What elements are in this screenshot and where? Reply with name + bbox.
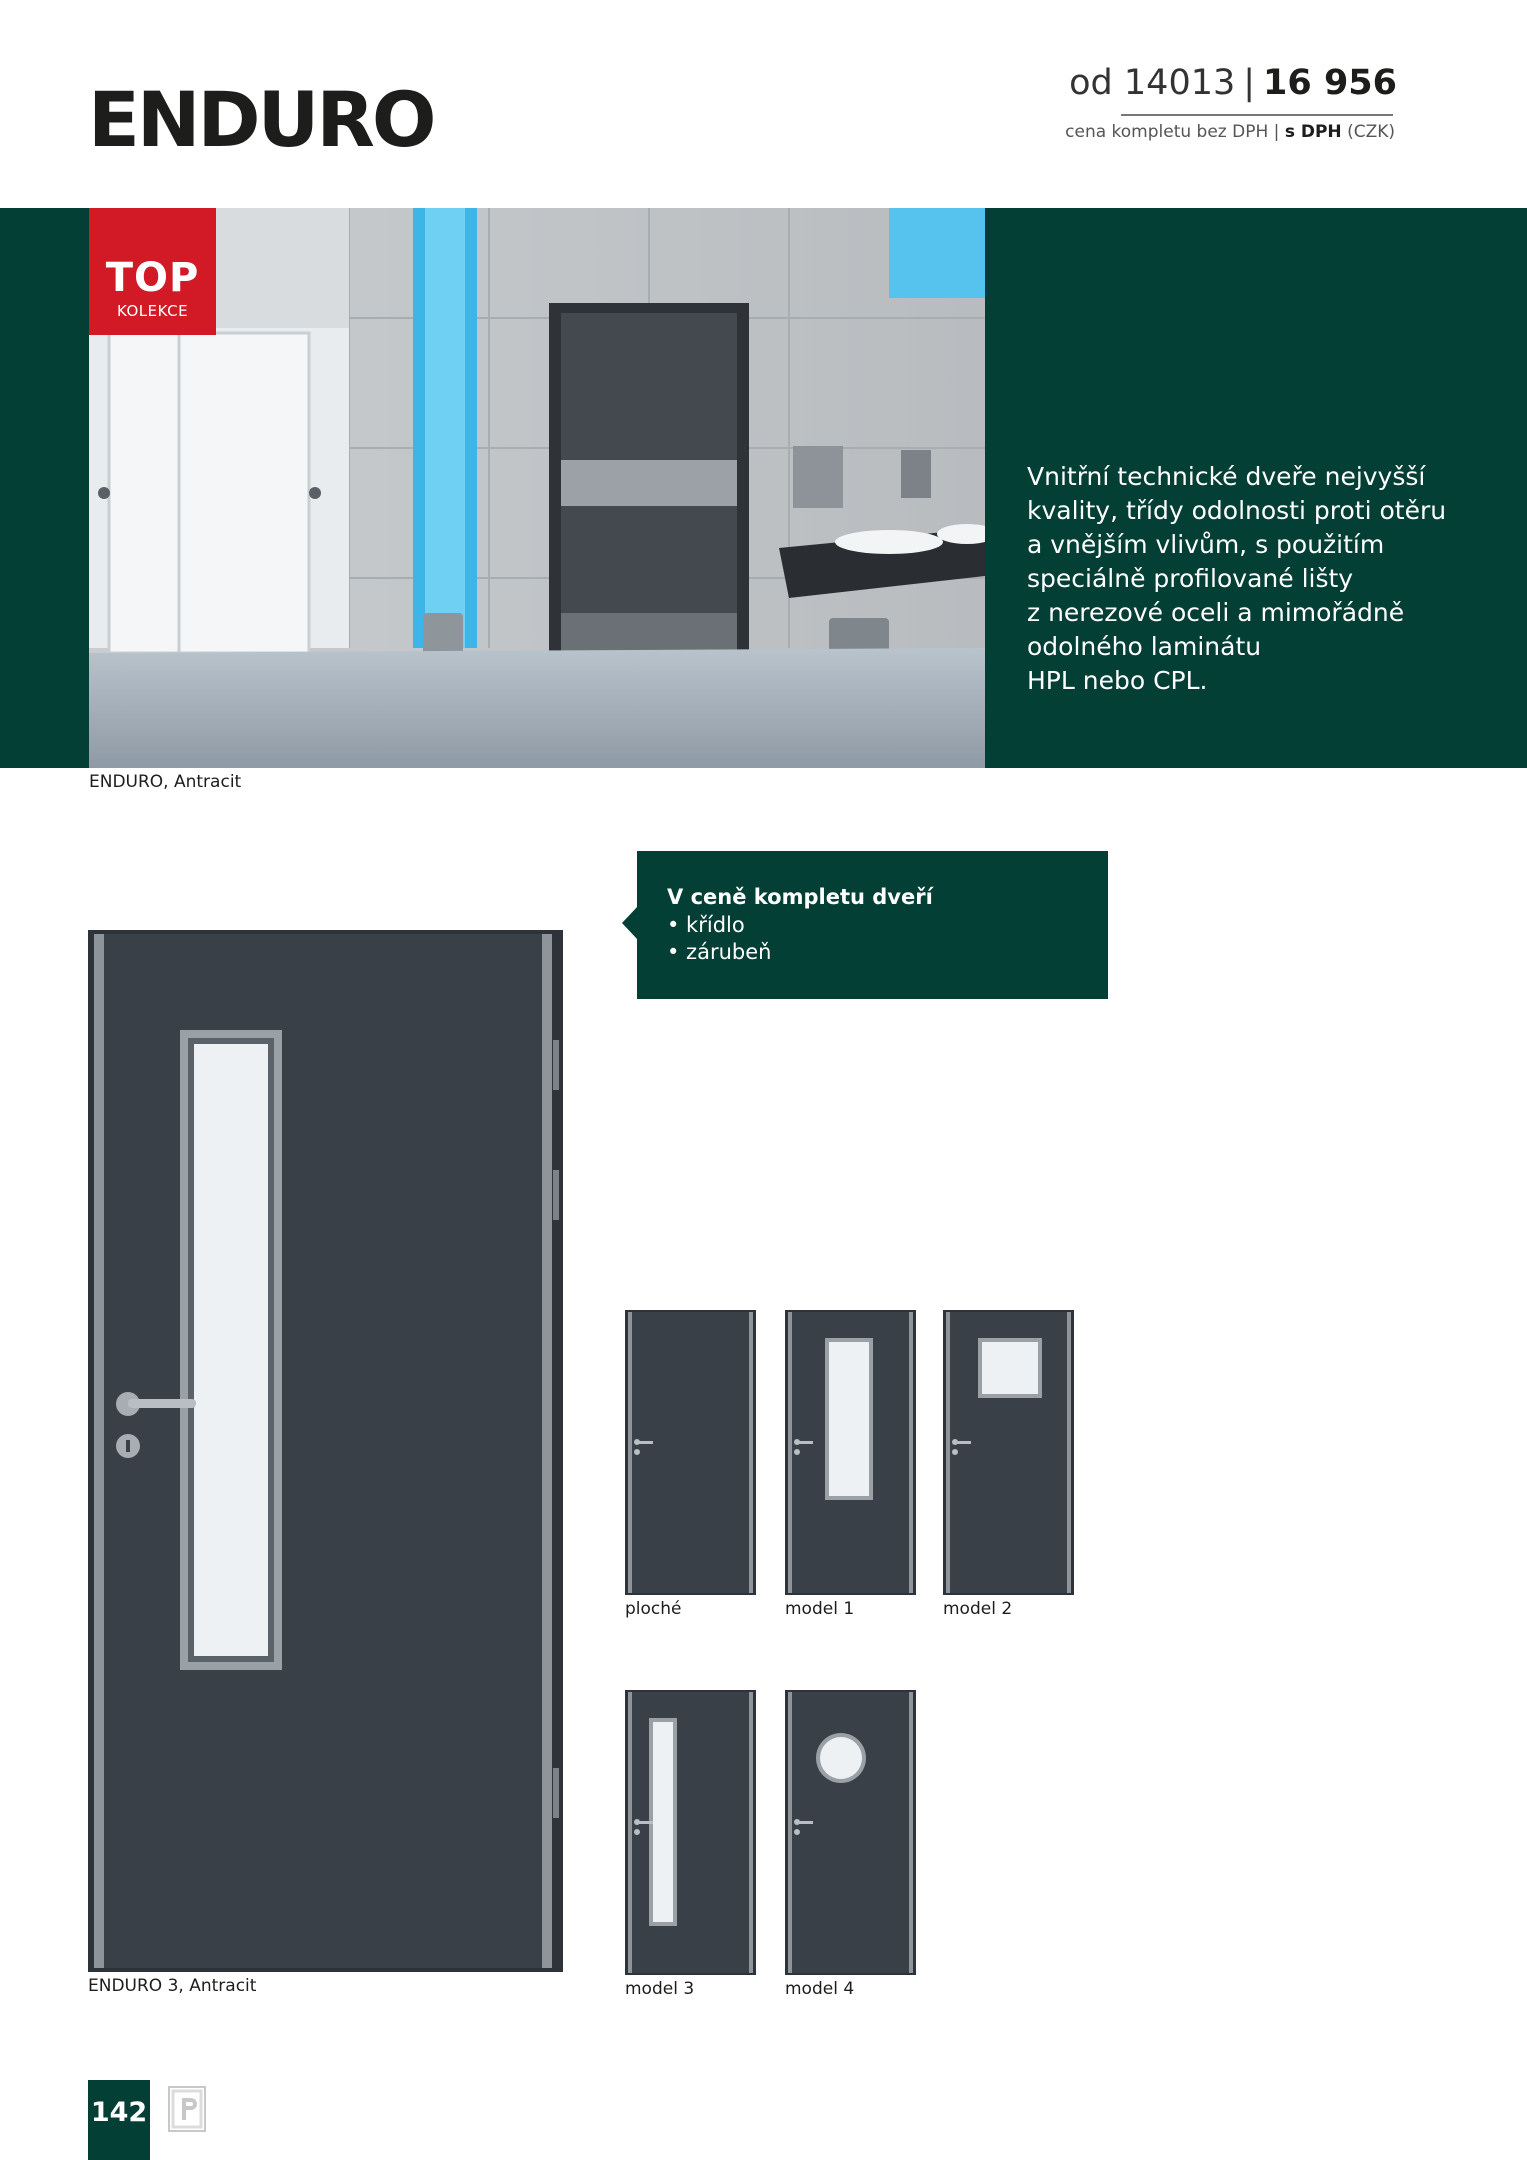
hero-photo (89, 208, 985, 768)
hero-text-line: speciálně profilované lišty (1027, 564, 1354, 593)
main-door-caption: ENDURO 3, Antracit (88, 1976, 257, 1996)
brand-logo-icon (168, 2086, 206, 2132)
hero-text-line: HPL nebo CPL. (1027, 666, 1208, 695)
price-note (1065, 122, 1395, 142)
door-round-porthole-icon (785, 1690, 916, 1975)
hero-text-line: a vnějším vlivům, s použitím (1027, 530, 1385, 559)
price-from-label: od (1069, 63, 1113, 103)
included-item: • křídlo (667, 913, 745, 937)
hero-description (1027, 460, 1447, 698)
page-title: ENDURO (88, 75, 434, 164)
model-label: model 1 (785, 1599, 855, 1619)
hero-caption: ENDURO, Antracit (89, 772, 242, 792)
main-door-image (88, 930, 563, 1972)
price-net: 14013 (1123, 63, 1236, 103)
included-item: • zárubeň (667, 940, 772, 964)
price-note-currency: (CZK) (1347, 122, 1395, 142)
price-note-net: cena kompletu bez DPH (1065, 122, 1269, 142)
model-label: model 2 (943, 1599, 1013, 1619)
badge-top-text: TOP (105, 255, 200, 301)
model-label: model 4 (785, 1979, 855, 1999)
top-collection-badge (89, 208, 216, 335)
page-number: 142 (88, 2080, 150, 2160)
plain-door-icon (625, 1310, 756, 1595)
badge-collection-text: KOLEKCE (116, 302, 189, 320)
price-note-separator: | (1273, 122, 1280, 142)
model-label: model 3 (625, 1979, 695, 1999)
hero-text-line: Vnitřní technické dveře nejvyšší (1027, 462, 1426, 491)
price-line (1069, 62, 1397, 104)
hero-text-line: odolného laminátu (1027, 632, 1262, 661)
door-tall-slot-window-icon (625, 1690, 756, 1975)
price-note-gross: s DPH (1284, 122, 1342, 142)
included-items-heading: V ceně kompletu dveří (667, 885, 933, 909)
hero-text-line: kvality, třídy odolnosti proti otěru (1027, 496, 1447, 525)
price-gross: 16 956 (1263, 63, 1397, 103)
model-label: ploché (625, 1599, 682, 1619)
hero-text-line: z nerezové oceli a mimořádně (1027, 598, 1405, 627)
price-separator: | (1243, 63, 1256, 103)
included-items-box (637, 851, 1108, 999)
door-square-window-icon (943, 1310, 1074, 1595)
door-narrow-window-icon (785, 1310, 916, 1595)
price-divider (1121, 114, 1393, 116)
